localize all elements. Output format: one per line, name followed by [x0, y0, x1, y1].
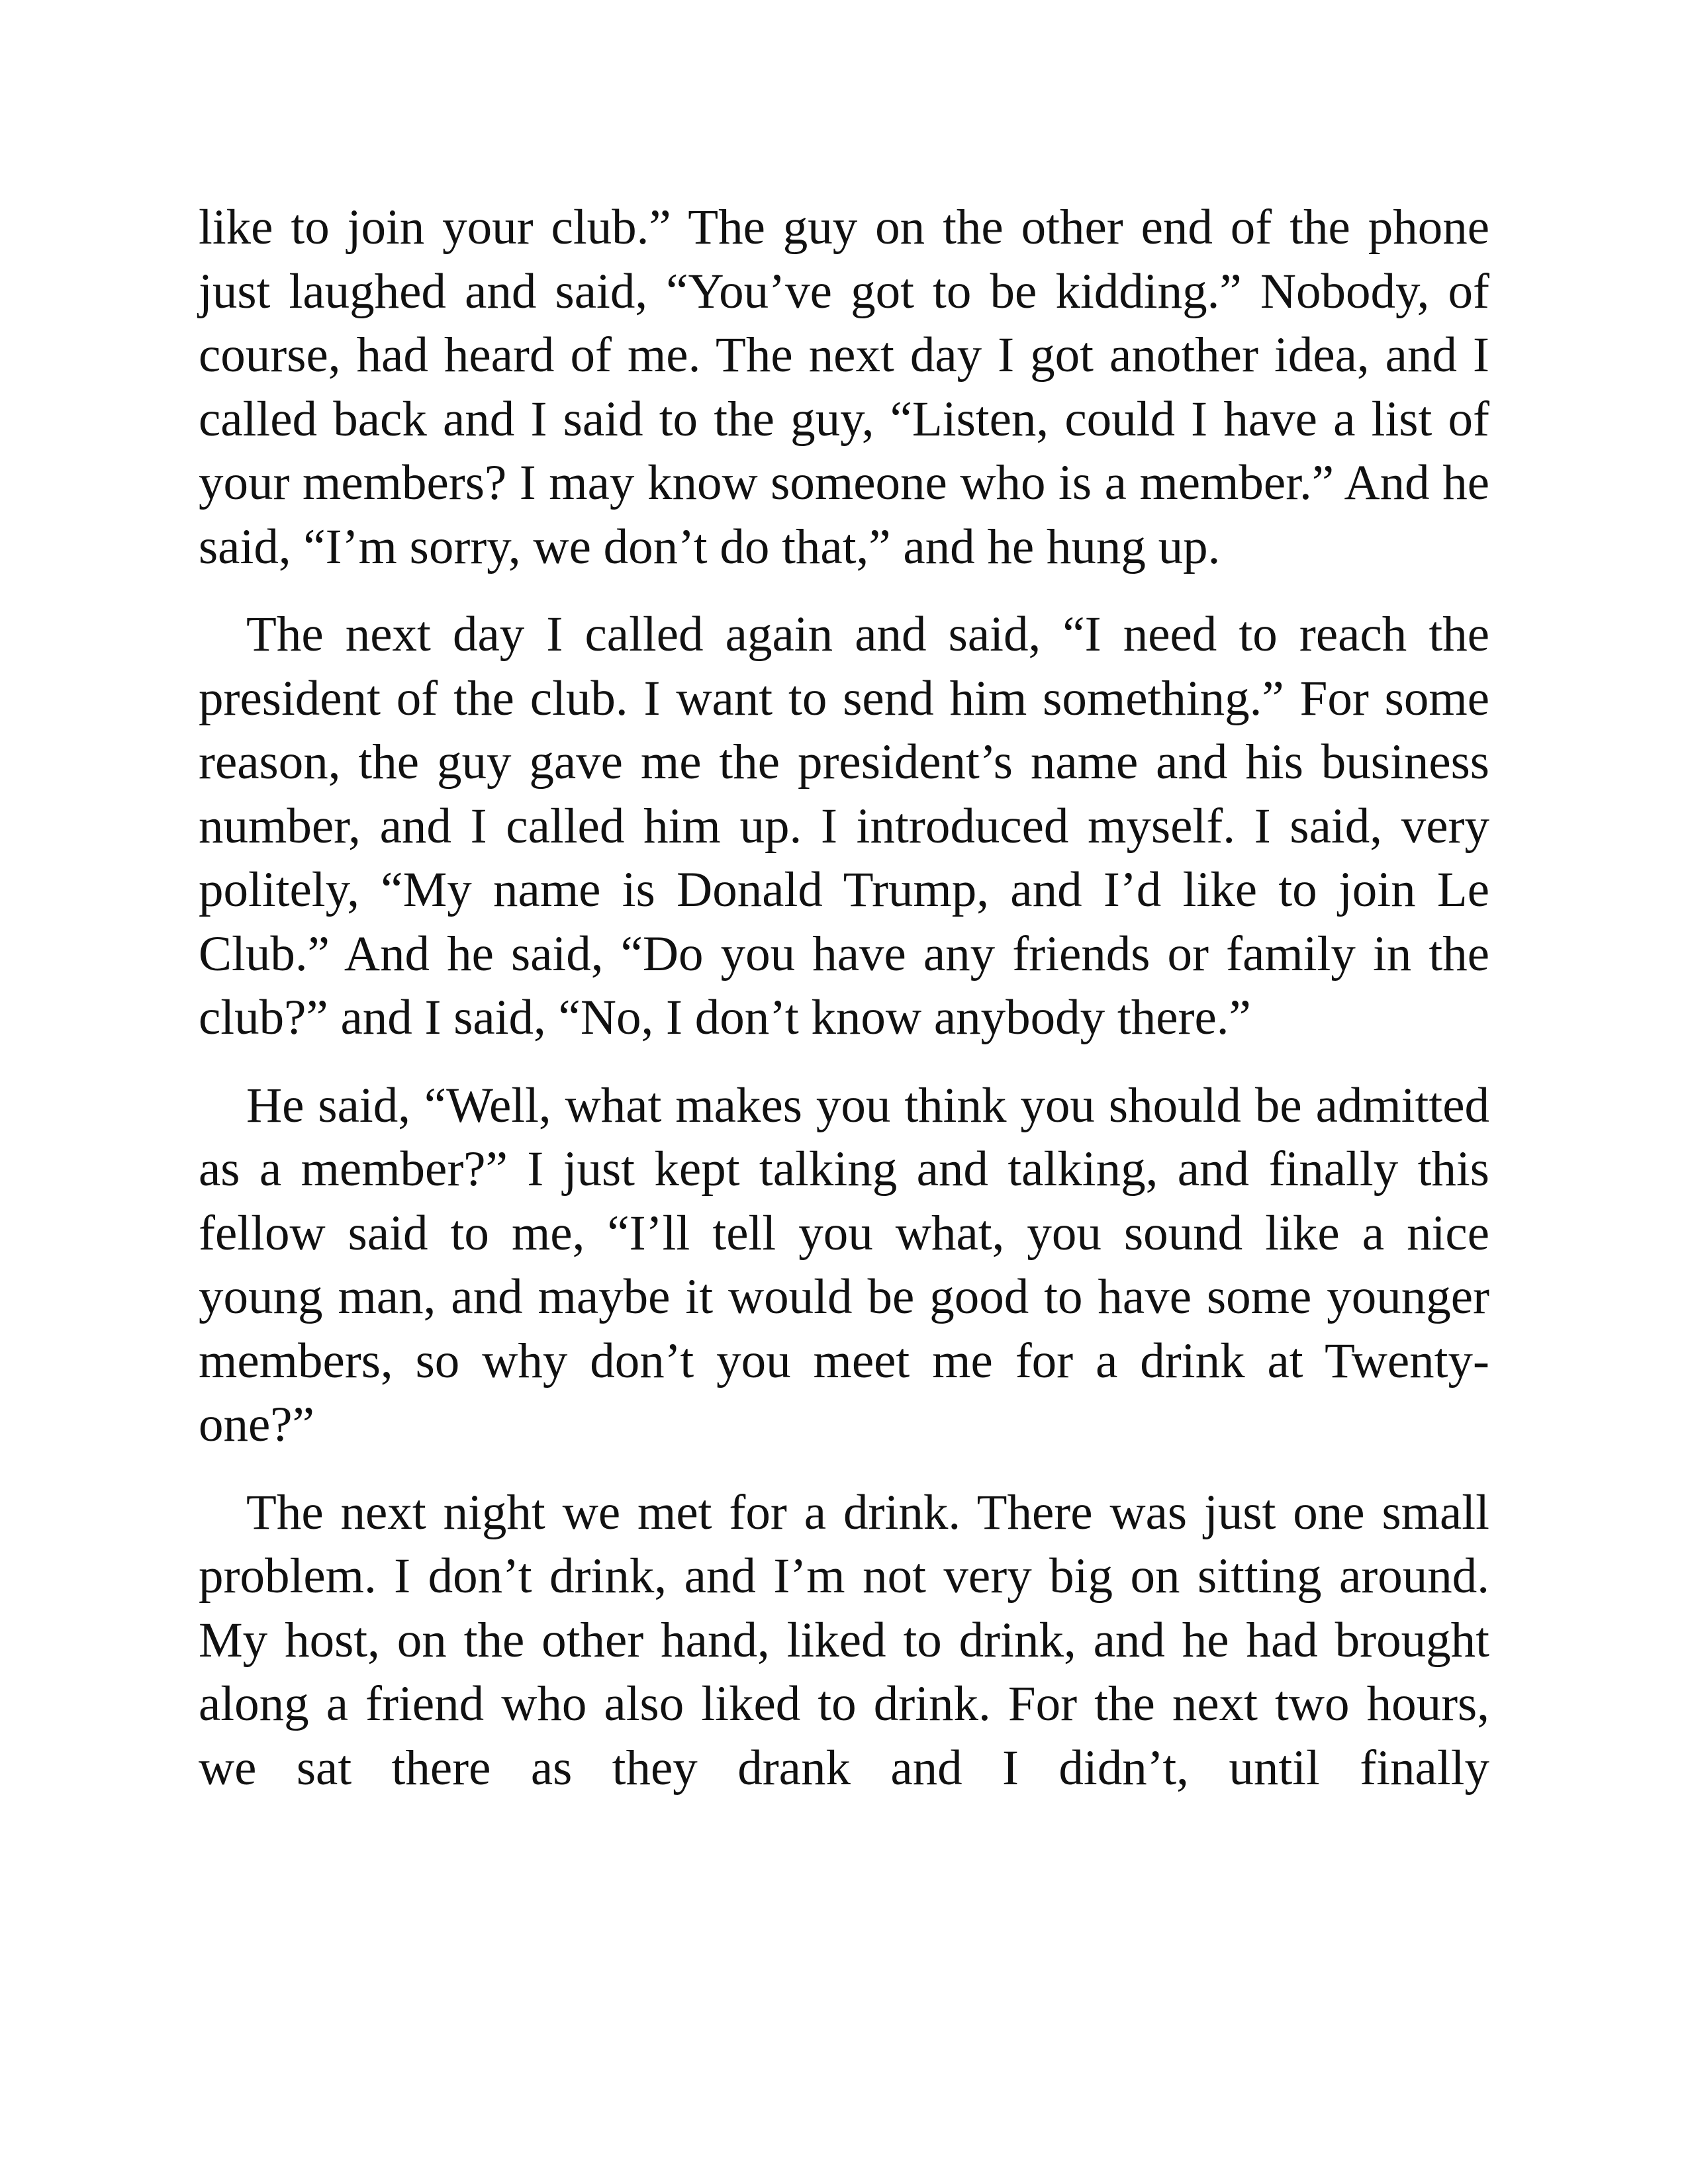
paragraph-1: like to join your club.” The guy on the other end of the phone just laughed and said, “You’ve got to be kidding.” Nobody, of course, had heard of me. The next day I got another idea, and I called back and I said to the guy, “Listen, could I have a list of your members? I may know someone who is a member.” And he said, “I’m sorry, we don’t do that,” and he hung up. [199, 200, 1489, 574]
paragraph-3: He said, “Well, what makes you think you should be admitted as a member?” I just kept talking and talking, and finally this fellow said to me, “I’ll tell you what, you sound like a nice young man, and maybe it would be good to have some younger members, so why don’t you meet me for a drink at Twenty-one?” [199, 1077, 1489, 1452]
page-body [199, 196, 1489, 1800]
paragraph-4: The next night we met for a drink. There was just one small problem. I don’t drink, and I’m not very big on sitting around. My host, on the other hand, liked to drink, and he had brought along a friend who also liked to drink. For the next two hours, we sat there as they drank and I didn’t, until finally [199, 1484, 1489, 1796]
paragraph-2: The next day I called again and said, “I need to reach the president of the club. I want to send him something.” For some reason, the guy gave me the president’s name and his business number, and I called him up. I introduced myself. I said, very politely, “My name is Donald Trump, and I’d like to join Le Club.” And he said, “Do you have any friends or family in the club?” and I said, “No, I don’t know anybody there.” [199, 607, 1489, 1045]
